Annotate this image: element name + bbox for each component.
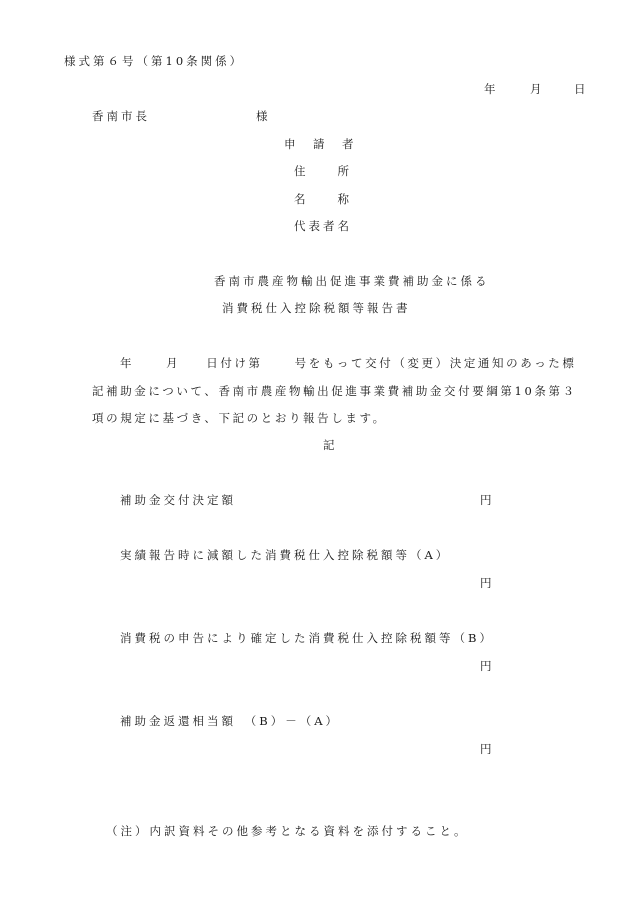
body-line-1: [120, 356, 577, 370]
applicant-representative-label: 代表者名: [294, 219, 352, 233]
date-month-label: 月: [530, 82, 545, 96]
body-line-2: 記補助金について、香南市農産物輸出促進事業費補助金交付要綱第10条第３: [92, 384, 577, 398]
item-grant-decision-unit: 円: [480, 493, 495, 507]
body-year-label: 年: [120, 356, 135, 370]
form-number: 様式第６号（第10条関係）: [64, 54, 245, 68]
recipient-honorific: 様: [256, 109, 271, 123]
ki-heading: 記: [323, 438, 338, 452]
applicant-name-label: 名 称: [294, 192, 352, 206]
item-confirmed-tax-unit: 円: [480, 659, 495, 673]
applicant-address-label: 住 所: [294, 164, 352, 178]
applicant-heading: 申 請 者: [284, 137, 357, 151]
item-reduced-tax-unit: 円: [480, 576, 495, 590]
item-reduced-tax-amount: 実績報告時に減額した消費税仕入控除税額等（A）: [120, 548, 451, 562]
body-line-3: 項の規定に基づき、下記のとおり報告します。: [92, 411, 387, 425]
date-day-label: 日: [574, 82, 589, 96]
document-title-line2: 消費税仕入控除税額等報告書: [222, 301, 411, 315]
body-month-label: 月: [166, 356, 181, 370]
item-grant-decision-amount: 補助金交付決定額: [120, 493, 236, 507]
document-title-line1: 香南市農産物輸出促進事業費補助金に係る: [214, 274, 490, 288]
item-return-unit: 円: [480, 742, 495, 756]
body-number-suffix: 号をもって交付（変更）決定通知のあった標: [294, 356, 577, 370]
item-confirmed-tax-amount: 消費税の申告により確定した消費税仕入控除税額等（B）: [120, 631, 494, 645]
footnote: （注）内訳資料その他参考となる資料を添付すること。: [106, 824, 469, 838]
date-year-label: 年: [484, 82, 499, 96]
recipient-name: 香南市長: [92, 109, 150, 123]
body-day-prefix: 日付け第: [206, 356, 263, 370]
item-return-amount: 補助金返還相当額 （B）－（A）: [120, 714, 341, 728]
